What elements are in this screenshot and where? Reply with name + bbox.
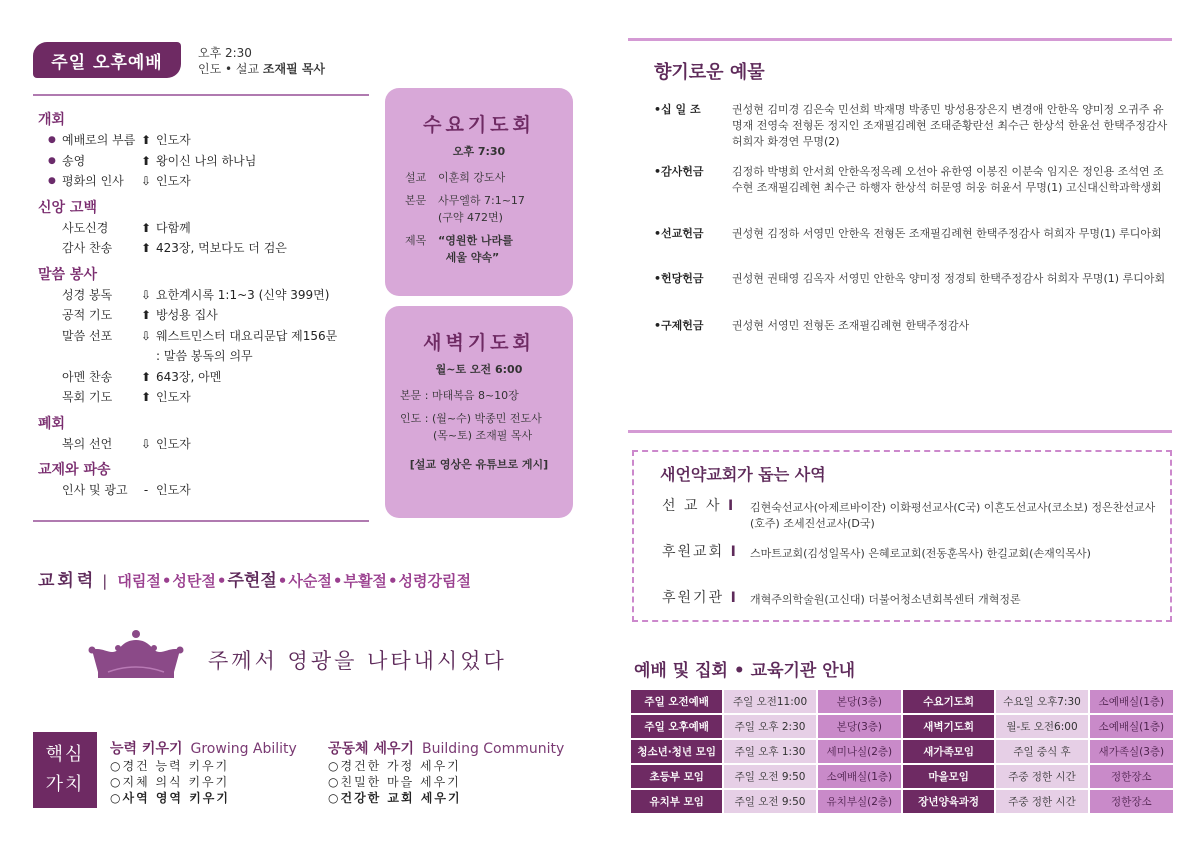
order-item-name: 아멘 찬송 — [62, 369, 113, 384]
value-item: ○사역 영역 키우기 — [110, 791, 230, 805]
order-item — [38, 130, 373, 151]
order-section-title: 교제와 파송 — [38, 462, 111, 478]
schedule-event: 주일 오전예배 — [631, 690, 722, 713]
offerings-title: 향기로운 예물 — [654, 62, 765, 83]
wednesday-preacher — [405, 169, 573, 186]
dawn-time: 월~토 오전 6:00 — [435, 363, 523, 376]
offering-names: 권성현 권태영 김옥자 서영민 안한옥 양미정 정경퇴 한택주정감사 허희자 무명(1) 루디아회 — [732, 272, 1166, 285]
calendar-dot: • — [387, 572, 398, 590]
bullet — [38, 285, 50, 306]
calendar-separator: | — [102, 572, 108, 590]
value: 이훈희 강도사 — [438, 171, 506, 184]
order-item-name: 예배로의 부름 — [62, 133, 136, 147]
schedule-event: 수요기도회 — [903, 690, 994, 713]
value-item: ○경건한 가정 세우기 — [328, 759, 461, 773]
offering-row-building — [654, 271, 1174, 287]
order-item-name: 감사 찬송 — [62, 241, 113, 255]
order-section-title: 폐회 — [38, 415, 66, 432]
calendar-dot: • — [332, 572, 343, 590]
bullet: ● — [48, 176, 56, 186]
worship-order — [38, 104, 373, 501]
value-en: Growing Ability — [190, 741, 297, 757]
bullet — [38, 367, 50, 388]
dash-icon: - — [143, 483, 149, 497]
value — [438, 232, 513, 266]
value-ko: 능력 키우기 — [110, 741, 183, 757]
wednesday-title: 수요기도회 — [423, 114, 535, 136]
dawn-note: [설교 영상은 유튜브로 게시] — [409, 458, 549, 471]
calendar-dot: • — [161, 572, 172, 590]
order-item-desc: 인도자 — [156, 133, 191, 147]
up-arrow-icon: ⬆ — [140, 369, 152, 384]
divider — [33, 520, 369, 522]
mission-row-orgs — [662, 590, 1162, 608]
offering-names: 권성현 김정하 서영민 안한옥 전형돈 조재필김례현 한택주정감사 허희자 무명(1) 루디아회 — [732, 227, 1162, 240]
order-item — [38, 238, 373, 259]
schedule-time: 주일 오전 9:50 — [724, 765, 815, 788]
mission-label: 후원기관 I — [662, 590, 736, 606]
schedule-place: 본당(3층) — [818, 690, 901, 713]
order-item — [38, 367, 373, 388]
value-item: ○경건 능력 키우기 — [110, 759, 230, 773]
order-section-title: 개회 — [38, 112, 66, 128]
schedule-time: 수요일 오후7:30 — [996, 690, 1087, 713]
bullet: ● — [48, 135, 56, 145]
bullet — [38, 480, 50, 501]
order-item-desc: : 말씀 봉독의 의무 — [156, 349, 253, 363]
schedule-place: 정한장소 — [1090, 790, 1173, 813]
down-arrow-icon: ⇩ — [140, 328, 152, 343]
schedule-row — [631, 690, 1173, 713]
value-item: ○지체 의식 키우기 — [110, 775, 230, 789]
schedule-event: 장년양육과정 — [903, 790, 994, 813]
sunday-pm-leader — [198, 61, 325, 77]
schedule-place: 소예배실(1층) — [1090, 715, 1173, 738]
calendar-dot: • — [216, 572, 227, 590]
schedule-place: 유치부실(2층) — [818, 790, 901, 813]
order-item-name: 말씀 선포 — [62, 328, 113, 343]
schedule-time: 주일 중식 후 — [996, 740, 1087, 763]
schedule-place: 소예배실(1층) — [818, 765, 901, 788]
value — [438, 192, 525, 226]
offering-names: 김정하 박병희 안서희 안한옥정옥례 오선아 유한영 이봉진 이분숙 임지은 정인용 조석연 조수현 조재필김례현 최수근 하행자 한상석 허문영 허웅 허윤서 무명(1) 고신대신학과학생회 — [732, 165, 1164, 194]
core-value-ability — [110, 738, 297, 806]
value-heading — [110, 738, 297, 758]
schedule-row — [631, 715, 1173, 738]
wednesday-text — [405, 192, 573, 226]
dawn-title: 새벽기도회 — [423, 332, 535, 354]
schedule-place: 새가족실(3층) — [1090, 740, 1173, 763]
down-arrow-icon: ⇩ — [140, 436, 152, 451]
dawn-text: 본문 : 마태복음 8~10장 — [400, 389, 519, 402]
order-item-name: 공적 기도 — [62, 308, 113, 322]
bullet — [38, 326, 50, 347]
order-item-desc: 인도자 — [156, 483, 191, 497]
wednesday-prayer-box — [385, 88, 573, 296]
mission-value: 스마트교회(김성일목사) 은혜로교회(전동훈목사) 한길교회(손재익목사) — [750, 547, 1091, 560]
divider — [628, 38, 1172, 41]
order-section-title: 신앙 고백 — [38, 199, 97, 216]
schedule-row — [631, 740, 1173, 763]
leader-prefix: 인도 • 설교 — [198, 62, 263, 76]
mission-value: 개혁주의학술원(고신대) 더불어청소년회복센터 개혁정론 — [750, 593, 1021, 606]
order-item-desc: 423장, 먹보다도 더 검은 — [156, 241, 287, 255]
offering-label: •십 일 조 — [654, 103, 701, 116]
schedule-time: 주일 오후 1:30 — [724, 740, 815, 763]
value-line1: 사무엘하 7:1~17 — [438, 194, 525, 207]
schedule-time: 주중 정한 시간 — [996, 790, 1087, 813]
schedule-event: 새벽기도회 — [903, 715, 994, 738]
bullet — [38, 238, 50, 259]
up-arrow-icon: ⬆ — [140, 220, 152, 235]
order-item-name: 평화의 인사 — [62, 174, 124, 188]
order-item-name: 목회 기도 — [62, 390, 113, 404]
schedule-time: 주일 오후 2:30 — [724, 715, 815, 738]
schedule-row — [631, 790, 1173, 813]
divider — [33, 94, 369, 96]
schedule-place: 소예배실(1층) — [1090, 690, 1173, 713]
calendar-season: 대림절 — [117, 572, 161, 590]
up-arrow-icon: ⬆ — [140, 133, 152, 147]
up-arrow-icon: ⬆ — [140, 308, 152, 322]
offering-label: •감사헌금 — [654, 165, 704, 178]
crown-icon — [88, 628, 184, 680]
bullet — [38, 218, 50, 239]
calendar-season: 성탄절 — [172, 572, 216, 590]
schedule-title: 예배 및 집회 • 교육기관 안내 — [634, 661, 856, 681]
core-value-community — [328, 738, 564, 806]
order-item-name: 인사 및 광고 — [62, 483, 128, 497]
value-heading — [328, 738, 564, 758]
calendar-season: 성령강림절 — [398, 572, 471, 590]
order-item-desc: 다함께 — [156, 220, 191, 235]
calendar-season: 사순절 — [288, 572, 332, 590]
order-item-desc: 인도자 — [156, 174, 191, 188]
spacer — [136, 346, 156, 367]
schedule-place: 세미나실(2층) — [818, 740, 901, 763]
order-item-desc: 방성용 집사 — [156, 308, 218, 322]
dawn-lead1: 인도 : (월~수) 박종민 전도사 — [400, 412, 542, 425]
value-item: ○친밀한 마을 세우기 — [328, 775, 461, 789]
order-item-name: 사도신경 — [62, 220, 109, 235]
mission-row-churches — [662, 544, 1162, 562]
sunday-pm-time: 오후 2:30 — [198, 46, 252, 60]
up-arrow-icon: ⬆ — [140, 241, 152, 255]
mission-label-text: 후원기관 — [662, 590, 725, 606]
offering-row-relief — [654, 318, 1174, 334]
core-label-line2: 가치 — [45, 774, 85, 795]
mission-label-text: 후원교회 — [662, 544, 725, 560]
leader-name: 조재필 목사 — [262, 62, 326, 76]
order-item — [38, 434, 373, 455]
down-arrow-icon: ⇩ — [140, 287, 152, 302]
order-item — [38, 480, 373, 501]
dawn-lead2: (목~토) 조재필 목사 — [433, 429, 533, 442]
calendar-dot: • — [277, 572, 288, 590]
missions-title: 새언약교회가 돕는 사역 — [660, 465, 826, 484]
value-en: Building Community — [422, 741, 565, 757]
offering-label: •구제헌금 — [654, 319, 704, 332]
mission-value: 김현숙선교사(아제르바이잔) 이화평선교사(C국) 이흔도선교사(코소보) 정은찬선교사(호주) 조세진선교사(D국) — [750, 501, 1156, 530]
schedule-row — [631, 765, 1173, 788]
offering-row-mission — [654, 226, 1174, 242]
schedule-time: 주일 오전 9:50 — [724, 790, 815, 813]
calendar-label: 교회력 — [38, 571, 97, 591]
bullet — [38, 346, 50, 367]
order-item — [38, 346, 373, 367]
schedule-time: 월-토 오전6:00 — [996, 715, 1087, 738]
offering-row-thanks — [654, 164, 1174, 196]
order-item-name: 복의 선언 — [62, 436, 113, 451]
offering-row-tithe — [654, 102, 1174, 150]
schedule-event: 마을모임 — [903, 765, 994, 788]
value-line2: 세울 약속” — [445, 251, 500, 264]
schedule-event: 청소년·청년 모임 — [631, 740, 722, 763]
dawn-prayer-box — [385, 306, 573, 518]
schedule-time: 주중 정한 시간 — [996, 765, 1087, 788]
schedule-table — [629, 688, 1175, 815]
offering-label: •헌당헌금 — [654, 272, 704, 285]
order-item — [38, 171, 373, 192]
mission-label: 후원교회 I — [662, 544, 736, 560]
bullet — [38, 434, 50, 455]
up-arrow-icon: ⬆ — [140, 153, 152, 168]
order-item-name: 성경 봉독 — [62, 287, 113, 302]
core-values-label — [33, 732, 97, 808]
order-item-desc: 643장, 아멘 — [156, 369, 222, 384]
wednesday-subject — [405, 232, 573, 266]
schedule-event: 초등부 모임 — [631, 765, 722, 788]
mission-label-text: 선 교 사 — [662, 498, 722, 514]
label: 본문 — [405, 194, 427, 207]
offering-label: •선교헌금 — [654, 227, 704, 240]
calendar-season: 부활절 — [343, 572, 387, 590]
order-item-desc: 왕이신 나의 하나님 — [156, 153, 257, 168]
schedule-place: 정한장소 — [1090, 765, 1173, 788]
order-item-name — [50, 346, 136, 367]
order-item — [38, 387, 373, 408]
order-item — [38, 151, 373, 172]
sunday-pm-info — [198, 45, 325, 77]
value-line1: “영원한 나라를 — [438, 234, 513, 247]
mission-label: 선 교 사 I — [662, 498, 734, 514]
schedule-event: 새가족모임 — [903, 740, 994, 763]
offering-names: 권성현 김미경 김은숙 민선희 박재명 박종민 방성용장은지 변경애 안한옥 양미정 오귀주 유명재 전영숙 전형돈 정지인 조재필김례현 조태준황란선 최수근 한상석 한윤선 한택주정감사 허희자 화경연 무명(2) — [732, 103, 1168, 148]
bullet — [38, 305, 50, 326]
value-item: ○건강한 교회 세우기 — [328, 791, 462, 805]
schedule-event: 주일 오후예배 — [631, 715, 722, 738]
schedule-time: 주일 오전11:00 — [724, 690, 815, 713]
divider — [628, 430, 1172, 433]
calendar-season: 주현절 — [227, 571, 277, 591]
order-item — [38, 326, 373, 347]
value-ko: 공동체 세우기 — [328, 741, 415, 757]
order-item-desc: 요한계시록 1:1~3 (신약 399면) — [156, 287, 330, 302]
order-item-desc: 웨스트민스터 대요리문답 제156문 — [156, 328, 338, 343]
value-line2: (구약 472면) — [438, 211, 503, 224]
order-item-desc: 인도자 — [156, 390, 191, 404]
sunday-pm-title: 주일 오후예배 — [33, 42, 181, 78]
motto: 주께서 영광을 나타내시었다 — [208, 649, 507, 673]
core-label-line1: 핵심 — [45, 744, 85, 765]
schedule-place: 본당(3층) — [818, 715, 901, 738]
order-item-desc: 인도자 — [156, 436, 191, 451]
bullet — [38, 387, 50, 408]
offering-names: 권성현 서영민 전형돈 조재필김례현 한택주정감사 — [732, 319, 970, 332]
down-arrow-icon: ⇩ — [140, 174, 152, 188]
label: 설교 — [405, 171, 427, 184]
schedule-event: 유치부 모임 — [631, 790, 722, 813]
up-arrow-icon: ⬆ — [140, 390, 152, 404]
bullet: ● — [48, 155, 56, 166]
order-item — [38, 305, 373, 326]
order-item — [38, 285, 373, 306]
wednesday-time: 오후 7:30 — [452, 145, 506, 158]
order-item-name: 송영 — [62, 153, 86, 168]
order-section-title: 말씀 봉사 — [38, 266, 97, 283]
mission-row-missionaries — [662, 498, 1162, 532]
church-calendar — [38, 566, 471, 591]
label: 제목 — [405, 234, 427, 247]
order-item — [38, 218, 373, 239]
